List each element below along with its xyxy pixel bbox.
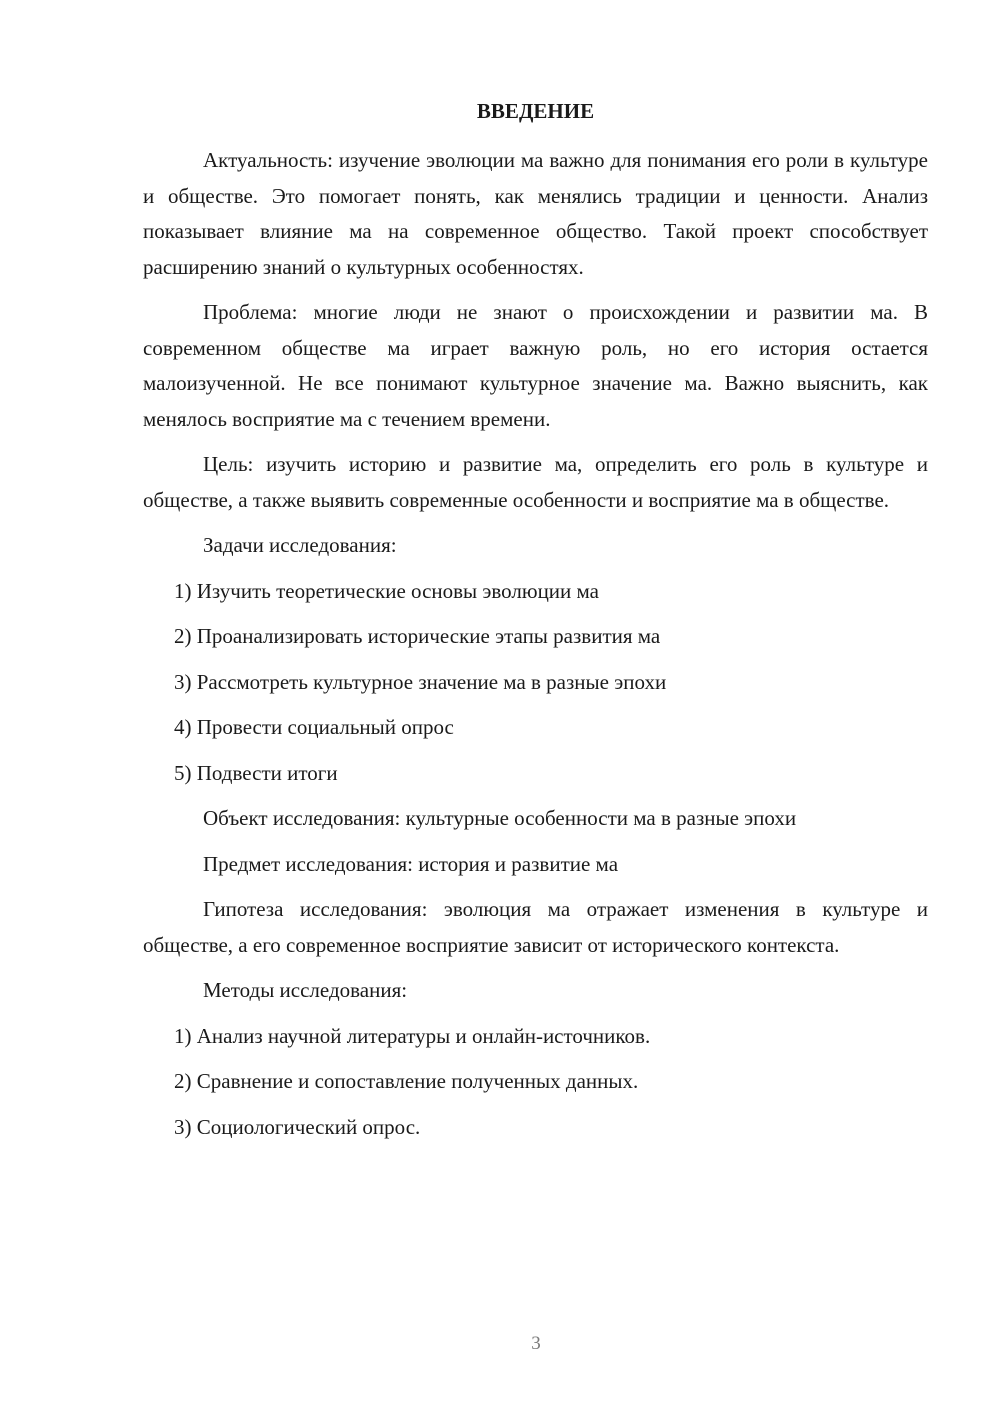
subject-line: Предмет исследования: история и развитие ма [203, 851, 619, 876]
hypothesis-paragraph: Гипотеза исследования: эволюция ма отражает изменения в культуре и обществе, а его современное восприятие зависит от исторического контекста. [143, 897, 928, 957]
goal-paragraph: Цель: изучить историю и развитие ма, определить его роль в культуре и обществе, а также выявить современные особенности и восприятие ма в обществе. [143, 452, 928, 512]
object-line: Объект исследования: культурные особенности ма в разные эпохи [203, 806, 797, 830]
task-item: 3) Рассмотреть культурное значение ма в разные эпохи [174, 669, 667, 694]
method-item: 3) Социологический опрос. [174, 1114, 421, 1139]
methods-heading: Методы исследования: [203, 978, 408, 1002]
task-item: 1) Изучить теоретические основы эволюции ма [174, 578, 600, 603]
page-content [143, 96, 928, 1155]
task-item: 4) Провести социальный опрос [174, 715, 454, 739]
method-item: 1) Анализ научной литературы и онлайн-источников. [174, 1023, 651, 1048]
tasks-heading: Задачи исследования: [203, 533, 397, 557]
method-item: 2) Сравнение и сопоставление полученных данных. [174, 1069, 639, 1093]
task-item: 2) Проанализировать исторические этапы развития ма [174, 624, 661, 648]
relevance-paragraph: Актуальность: изучение эволюции ма важно для понимания его роли в культуре и обществе. Это помогает понять, как менялись традиции и ценности. Анализ показывает влияние ма на современное общество. Такой проект способствует расширению знаний о культурных особенностях. [143, 148, 928, 279]
page-number: 3 [531, 1333, 541, 1354]
problem-paragraph: Проблема: многие люди не знают о происхождении и развитии ма. В современном обществе ма играет важную роль, но его история остается малоизученной. Не все понимают культурное значение ма. Важно выяснить, как менялось восприятие ма с течением времени. [143, 300, 928, 431]
task-item: 5) Подвести итоги [174, 760, 338, 785]
page-title: ВВЕДЕНИЕ [476, 99, 595, 123]
